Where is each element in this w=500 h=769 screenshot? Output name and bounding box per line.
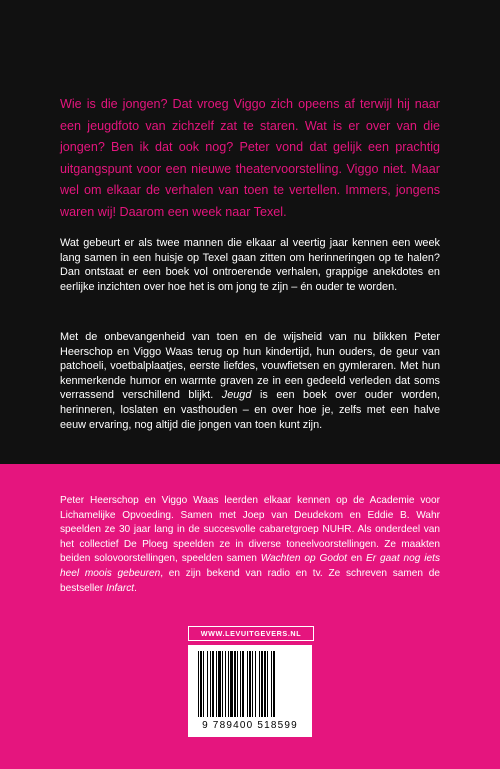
barcode-bars <box>198 651 302 717</box>
intro-paragraph: Wie is die jongen? Dat vroeg Viggo zich opeens af terwijl hij naar een jeugdfoto van zichzelf zat te staren. Wat is er over van die jongen? Ben ik dat ook nog? Peter vond dat gelijk een prachtig uitgangspunt voor een nieuwe theatervoorstelling. Viggo niet. Maar wel om elkaar de verhalen van toen te vertellen. Immers, jongens waren wij! Daarom een week naar Texel. <box>60 97 440 219</box>
play-title-moois: Er gaat nog iets heel moois gebeuren <box>60 553 441 579</box>
publisher-url: WWW.LEVUITGEVERS.NL <box>188 626 314 641</box>
play-title-godot: Wachten op Godot <box>260 553 347 565</box>
summary-paragraph: Met de onbevangenheid van toen en de wijsheid van nu blikken Peter Heerschop en Viggo Waas terug op hun kindertijd, hun ouders, de geur van patchoeli, voetbalplaatjes, eerste liefdes, vouwfietsen en gymleraren. Met hun kenmerkende humor en warmte graven ze in een gedeeld verleden dat soms verrassend verschillend blijkt. Jeugd is een boek over ouder worden, herinneren, loslaten en vasthouden – en over hoe je, zelfs met een halve eeuw ervaring, nog altijd die jongen van toen kunt zijn. <box>60 331 440 431</box>
book-title-infarct: Infarct <box>106 582 135 594</box>
isbn-number: 9 789400 518599 <box>202 720 298 731</box>
isbn-barcode <box>188 645 312 737</box>
book-title-jeugd: Jeugd <box>221 389 252 402</box>
author-bio: Peter Heerschop en Viggo Waas leerden elkaar kennen op de Academie voor Lichamelijke Opvoeding. Samen met Joep van Deudekom en Eddie B. Wahr speelden ze 30 jaar lang in de succesvolle cabaretgroep NUHR. Als onderdeel van het collectief De Ploeg speelden ze in diverse toneelvoorstellingen. Ze maakten beiden solovoorstellingen, speelden samen Wachten op Godot en Er gaat nog iets heel moois gebeuren, en zijn bekend van radio en tv. Ze schreven samen de bestseller Infarct. <box>60 495 441 594</box>
description-paragraph: Wat gebeurt er als twee mannen die elkaar al veertig jaar kennen een week lang samen in een huisje op Texel gaan zitten om herinneringen op te halen? Dan ontstaat er een boek vol ontroerende verhalen, grappige anekdotes en eerlijke inzichten over hoe het is om jong te zijn – én ouder te worden. <box>60 237 440 293</box>
group-name: NUHR <box>322 524 352 536</box>
